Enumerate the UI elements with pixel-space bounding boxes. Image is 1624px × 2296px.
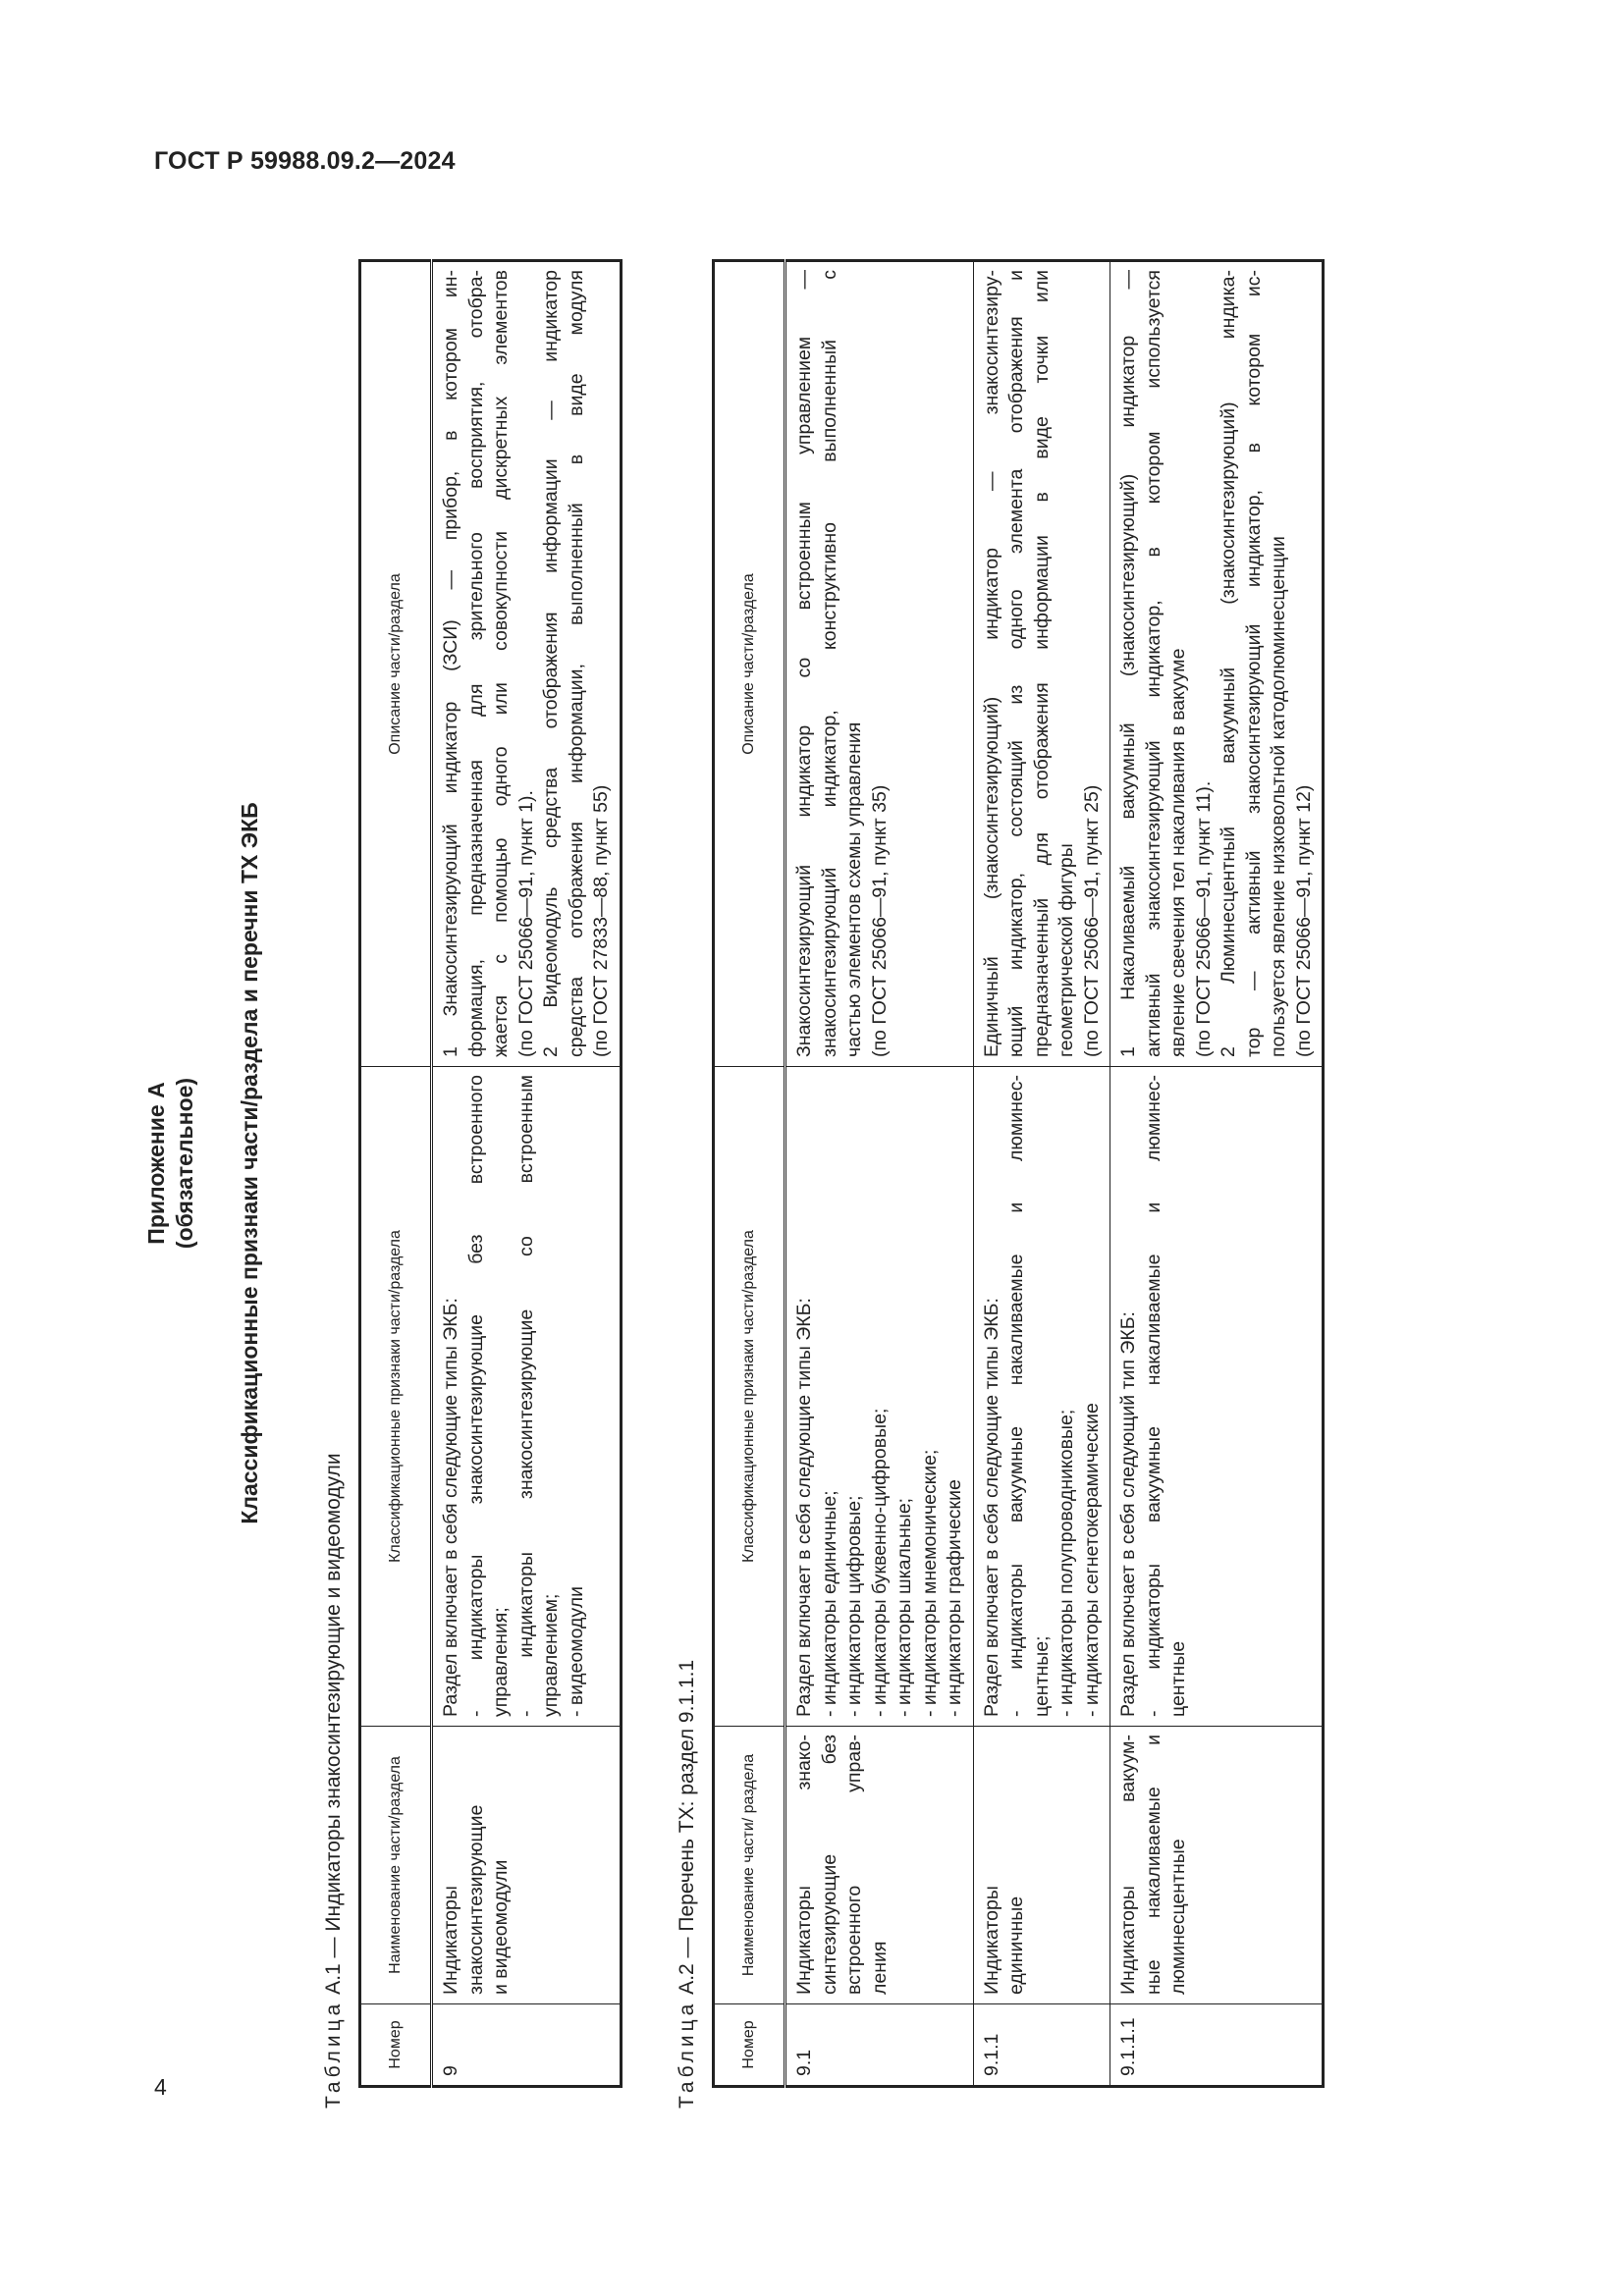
cell-features: Раздел включает в себя следующие типы ЭКБ: - индикаторы единичные; - индикаторы цифровые; - индикаторы буквенно-цифровые; - индикаторы шкальные; - индикаторы мнемонические; - индикаторы графические — [785, 1067, 974, 1727]
cell-number: 9.1 — [785, 2004, 974, 2087]
col-header-description: Описание части/раздела — [360, 261, 432, 1067]
table1 — [358, 259, 623, 2088]
cell-number: 9.1.1.1 — [1110, 2004, 1324, 2087]
table2-caption-word: Таблица — [676, 2000, 698, 2109]
document-header: ГОСТ Р 59988.09.2—2024 — [154, 147, 456, 175]
appendix-label: Приложение А — [143, 1082, 169, 1245]
cell-name: Индикаторы единичные — [973, 1727, 1110, 2004]
cell-features: Раздел включает в себя следующие типы ЭКБ: - индикаторы знакосинтезирующие без встроенного управления; - индикаторы знакосинтезирующие со встроенным управлением; - видеомодули — [432, 1067, 622, 1727]
cell-number: 9 — [432, 2004, 622, 2087]
appendix-status: (обязательное) — [172, 1077, 197, 1250]
col-header-name: Наименование части/ раздела — [714, 1727, 785, 2004]
table1-caption — [322, 1453, 346, 2109]
col-header-features: Классификационные признаки части/раздела — [714, 1067, 785, 1727]
table2 — [712, 259, 1325, 2088]
table2-caption-text: А.2 — Перечень ТХ: раздел 9.1.1.1 — [676, 1659, 698, 1995]
cell-description: Знакосинтезирующий индикатор со встроенным управлением — знакосинтезирующий индикатор, конструктивно выполненный с частью элементов схемы управления (по ГОСТ 25066—91, пункт 35) — [785, 261, 974, 1067]
table1-header-row — [360, 261, 432, 2087]
cell-description: 1 Накаливаемый вакуумный (знакосинтезирующий) индикатор — активный знакосинтезирующий индикатор, в котором используется явление свечения тел накаливания в вакууме (по ГОСТ 25066—91, пункт 11). 2 Люминесцентный вакуумный (знакосинтезирующий) индика- тор — активный знакосинтезирующий индикатор, в котором ис- пользуется явление низковольтной катодолюминесценции (по ГОСТ 25066—91, пункт 12) — [1110, 261, 1324, 1067]
page-number: 4 — [154, 2074, 167, 2100]
col-header-number: Номер — [360, 2004, 432, 2087]
col-header-description: Описание части/раздела — [714, 261, 785, 1067]
table-row — [973, 261, 1110, 2087]
col-header-features: Классификационные признаки части/раздела — [360, 1067, 432, 1727]
cell-name: Индикаторы знако- синтезирующие без встроенного управ- ления — [785, 1727, 974, 2004]
appendix-title — [142, 201, 199, 2125]
cell-name: Индикаторы вакуум- ные накаливаемые и люминесцентные — [1110, 1727, 1324, 2004]
table-row — [432, 261, 622, 2087]
col-header-number: Номер — [714, 2004, 785, 2087]
cell-name: Индикаторы знакосинтезирующие и видеомодули — [432, 1727, 622, 2004]
cell-features: Раздел включает в себя следующий тип ЭКБ: - индикаторы вакуумные накаливаемые и люминес- центные — [1110, 1067, 1324, 1727]
table1-caption-word: Таблица — [322, 2000, 345, 2109]
cell-description: 1 Знакосинтезирующий индикатор (ЗСИ) — прибор, в котором ин- формация, предназначенная для зрительного восприятия, отобра- жается с помощью одного или совокупности дискретных элементов (по ГОСТ 25066—91, пункт 1). 2 Видеомодуль средства отображения информации — индикатор средства отображения информации, выполненный в виде модуля (по ГОСТ 27833—88, пункт 55) — [432, 261, 622, 1067]
cell-features: Раздел включает в себя следующие типы ЭКБ: - индикаторы вакуумные накаливаемые и люминес- центные; - индикаторы полупроводниковые; - индикаторы сегнетокерамические — [973, 1067, 1110, 1727]
rotated-content — [142, 201, 1458, 2125]
table1-caption-text: А.1 — Индикаторы знакосинтезирующие и видеомодули — [322, 1453, 345, 1995]
section-title: Классификационные признаки части/раздела и перечни ТХ ЭКБ — [237, 802, 262, 1524]
table-row — [785, 261, 974, 2087]
table2-caption — [676, 1660, 699, 2109]
cell-number: 9.1.1 — [973, 2004, 1110, 2087]
table-row — [1110, 261, 1324, 2087]
table2-header-row — [714, 261, 785, 2087]
cell-description: Единичный (знакосинтезирующий) индикатор — знакосинтезиру- ющий индикатор, состоящий из одного элемента отображения и предназначенный для отображения информации в виде точки или геометрической фигуры (по ГОСТ 25066—91, пункт 25) — [973, 261, 1110, 1067]
col-header-name: Наименование части/раздела — [360, 1727, 432, 2004]
